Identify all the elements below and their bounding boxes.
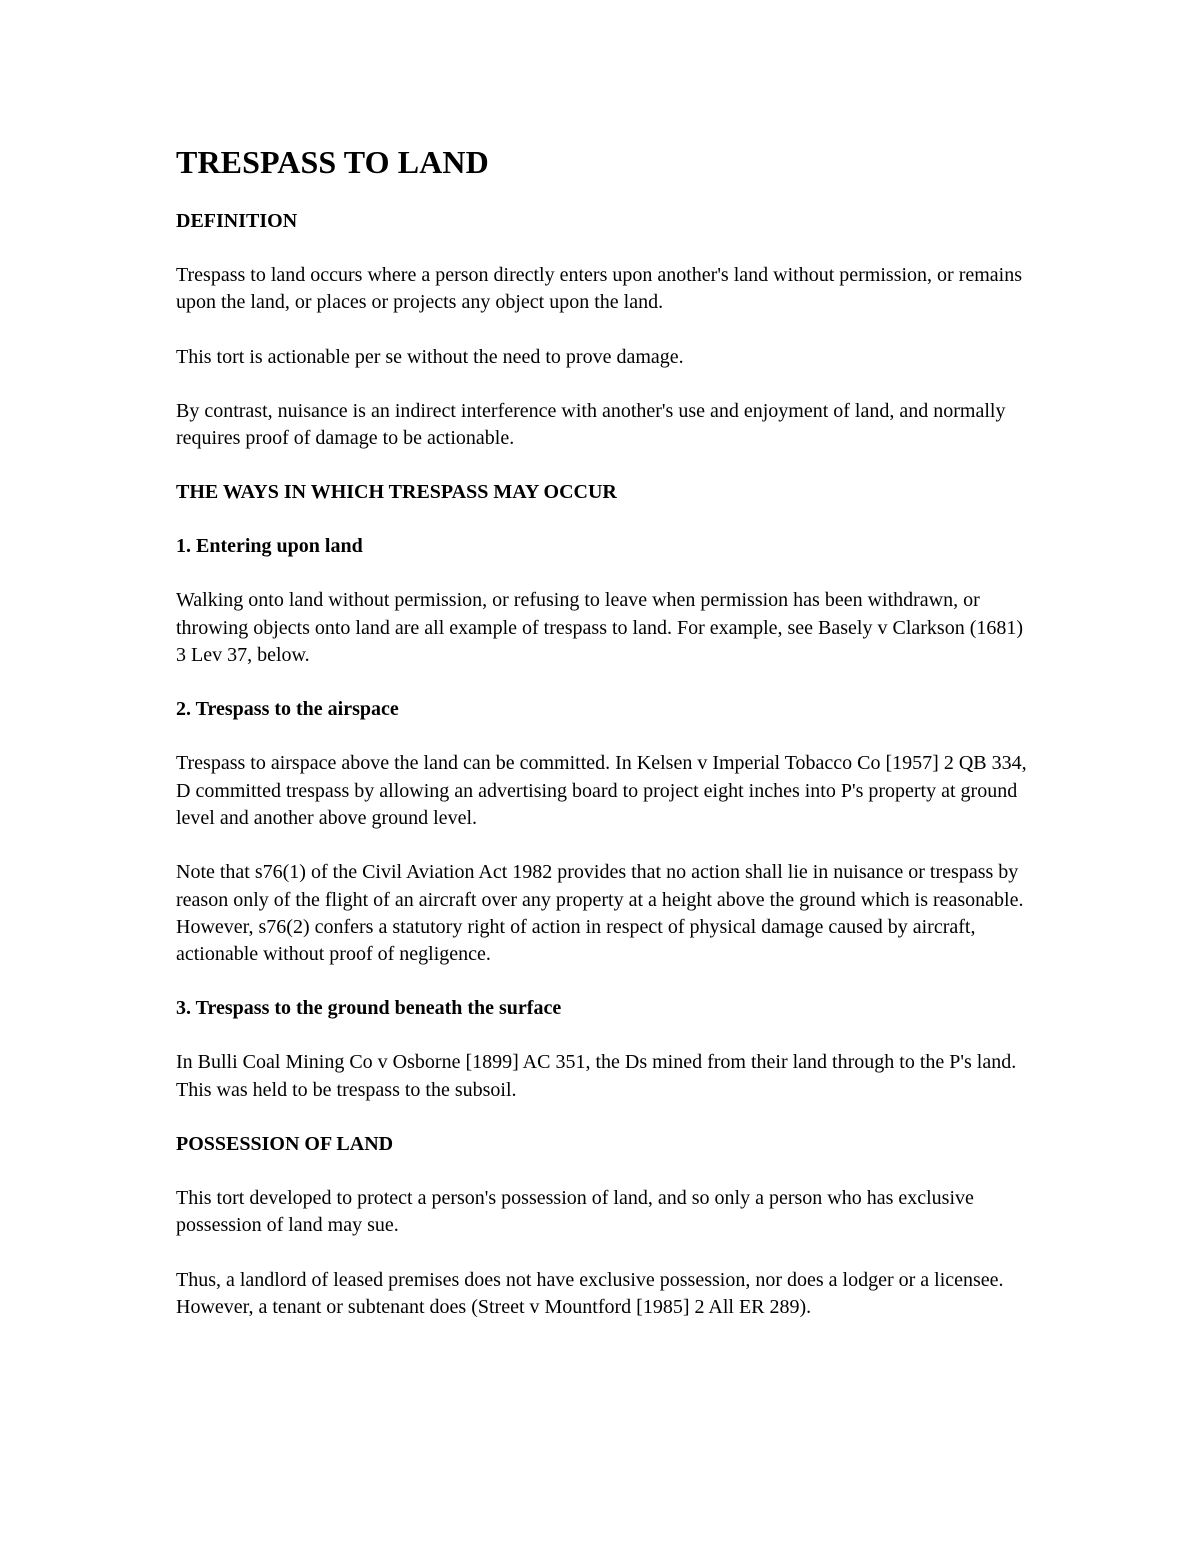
paragraph-actionable-per-se: This tort is actionable per se without the need to prove damage.: [176, 345, 684, 368]
subheading-entering-upon-land: 1. Entering upon land: [176, 535, 363, 558]
paragraph-bulli-coal-mining: In Bulli Coal Mining Co v Osborne [1899] AC 351, the Ds mined from their land through to the P's land. This was held to be trespass to the subsoil.: [176, 1051, 1017, 1101]
paragraph-landlord-tenant: Thus, a landlord of leased premises does not have exclusive possession, nor does a lodger or a licensee. However, a tenant or subtenant does (Street v Mountford [1985] 2 All ER 289).: [176, 1268, 1004, 1318]
paragraph-entering-upon-land: Walking onto land without permission, or refusing to leave when permission has been withdrawn, or throwing objects onto land are all example of trespass to land. For example, see Basely v Clarkson (1681) 3 Lev 37, below.: [176, 589, 1024, 667]
paragraph-civil-aviation-act: Note that s76(1) of the Civil Aviation Act 1982 provides that no action shall lie in nuisance or trespass by reason only of the flight of an aircraft over any property at a height above the ground which is reasonable. However, s76(2) confers a statutory right of action in respect of physical damage caused by aircraft, actionable without proof of negligence.: [176, 861, 1024, 966]
paragraph-airspace-kelsen: Trespass to airspace above the land can be committed. In Kelsen v Imperial Tobacco Co [1957] 2 QB 334, D committed trespass by allowing an advertising board to project eight inches into P's property at ground level and another above ground level.: [176, 752, 1027, 829]
paragraph-definition: Trespass to land occurs where a person directly enters upon another's land without permission, or remains upon the land, or places or projects any object upon the land.: [176, 264, 1023, 314]
subheading-airspace: 2. Trespass to the airspace: [176, 698, 399, 721]
document-page: [176, 142, 1036, 1348]
paragraph-possession-protection: This tort developed to protect a person's possession of land, and so only a person who has exclusive possession of land may sue.: [176, 1187, 974, 1237]
subheading-ground-beneath-surface: 3. Trespass to the ground beneath the surface: [176, 997, 562, 1020]
heading-ways-trespass-occur: THE WAYS IN WHICH TRESPASS MAY OCCUR: [176, 481, 617, 504]
heading-definition: DEFINITION: [176, 210, 298, 232]
heading-possession-of-land: POSSESSION OF LAND: [176, 1133, 394, 1156]
document-title: TRESPASS TO LAND: [176, 144, 489, 180]
paragraph-nuisance-contrast: By contrast, nuisance is an indirect interference with another's use and enjoyment of land, and normally requires proof of damage to be actionable.: [176, 399, 1006, 450]
